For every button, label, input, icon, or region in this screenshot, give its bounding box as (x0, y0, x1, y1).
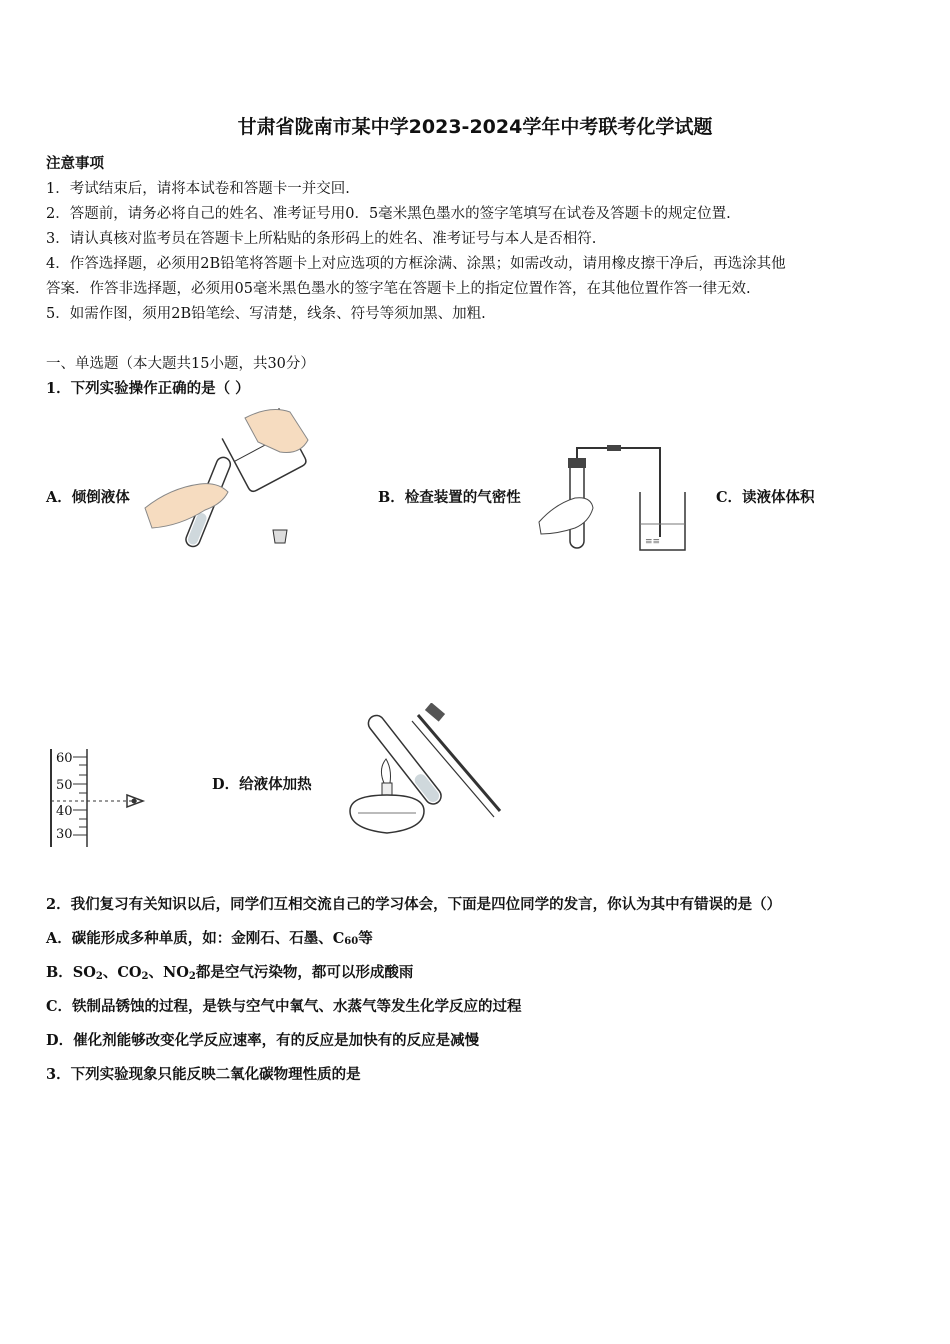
question-1-stem: 1．下列实验操作正确的是（ ） (46, 380, 250, 397)
question-2-option-b: B．$SO_2$、$CO_2$、$NO_2$都是空气污染物，都可以形成酸雨 (46, 964, 414, 982)
question-1-option-d: D．给液体加热 (212, 776, 312, 793)
question-1-option-a: A．倾倒液体 (46, 489, 130, 506)
question-2-option-a: A．碳能形成多种单质，如：金刚石、石墨、C60等 (46, 930, 373, 947)
svg-text:≡≡: ≡≡ (645, 537, 661, 547)
notice-item: 2．答题前，请务必将自己的姓名、准考证号用0．5毫米黑色墨水的签字笔填写在试卷及答题卡的规定位置. (46, 206, 731, 222)
question-1-option-b: B．检查装置的气密性 (378, 489, 521, 506)
cylinder-tick-label: 50 (56, 778, 73, 793)
question-2-stem: 2．我们复习有关知识以后，同学们互相交流自己的学习体会，下面是四位同学的发言，你认为其中有错误的是（） (46, 896, 782, 913)
pouring-liquid-figure (140, 400, 315, 560)
question-2-option-c: C．铁制品锈蚀的过程，是铁与空气中氧气、水蒸气等发生化学反应的过程 (46, 998, 522, 1015)
question-2-option-d: D．催化剂能够改变化学反应速率，有的反应是加快有的反应是减慢 (46, 1032, 480, 1049)
cylinder-tick-label: 30 (56, 827, 73, 842)
airtightness-check-figure (535, 442, 695, 554)
cylinder-tick-label: 40 (56, 804, 73, 819)
notice-item: 5．如需作图，须用2B铅笔绘、写清楚，线条、符号等须加黑、加粗. (46, 306, 486, 322)
notice-item: 3．请认真核对监考员在答题卡上所粘贴的条形码上的姓名、准考证号与本人是否相符. (46, 231, 597, 247)
notice-item: 答案．作答非选择题，必须用05毫米黑色墨水的签字笔在答题卡上的指定位置作答，在其他位置作答一律无效. (46, 281, 751, 297)
page-title: 甘肃省陇南市某中学2023-2024学年中考联考化学试题 (237, 116, 713, 138)
notice-item: 1．考试结束后，请将本试卷和答题卡一并交回. (46, 181, 350, 197)
question-1-option-c: C．读液体体积 (716, 489, 815, 506)
notice-item: 4．作答选择题，必须用2B铅笔将答题卡上对应选项的方框涂满、涂黑；如需改动，请用橡皮擦干净后，再选涂其他 (46, 256, 786, 272)
notice-heading: 注意事项 (46, 155, 104, 172)
heating-liquid-figure (340, 703, 510, 845)
question-3-stem: 3．下列实验现象只能反映二氧化碳物理性质的是 (46, 1066, 361, 1083)
section-heading: 一、单选题（本大题共15小题，共30分） (46, 356, 315, 372)
cylinder-tick-label: 60 (56, 751, 73, 766)
